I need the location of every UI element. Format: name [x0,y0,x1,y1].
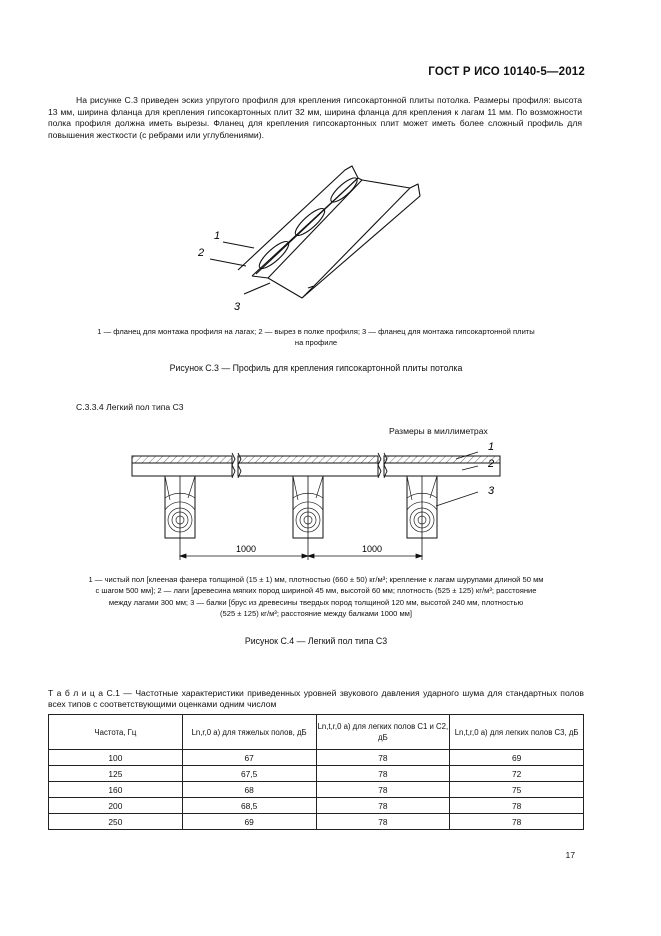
figure-c4-title: Рисунок С.4 — Легкий пол типа С3 [244,636,388,646]
table-header-row [49,715,584,750]
table-cell: 78 [450,798,584,814]
table-cell: 125 [49,766,183,782]
fig-c4-label-3: 3 [488,485,495,497]
figure-c3-legend-line1: 1 — фланец для монтажа профиля на лагах; 2 — вырез в полке профиля; 3 — фланец для монтажа гипсокартонной плиты [97,327,535,336]
figure-c4-legend [48,574,584,620]
table-cell: 67,5 [182,766,316,782]
spacing-label-1: 1000 [236,544,257,554]
figure-c3-legend [48,326,584,348]
page-number: 17 [565,850,575,860]
figure-c3-legend-line2: на профиле [294,338,338,347]
figure-c4-legend-line2: с шагом 500 мм]; 2 — лаги [древесина мягких пород шириной 45 мм, высотой 60 мм; плотность (525 ± 125) кг/м³; расстояние [95,586,537,596]
table-cell: 68,5 [182,798,316,814]
table-cell: 78 [316,814,450,830]
table-row [49,750,584,766]
table-cell: 78 [316,750,450,766]
figure-c4-floor-drawing [126,436,506,566]
document-header: ГОСТ Р ИСО 10140-5—2012 [428,66,585,78]
table-title: Т а б л и ц а С.1 — Частотные характеристики приведенных уровней звукового давления ударного шума для стандартных полов всех типов с соответствующими оценками одним числом [48,688,584,710]
fig-c4-label-1: 1 [488,441,495,453]
fig-c3-label-1: 1 [214,230,221,242]
table-cell: 69 [450,750,584,766]
fig-c3-label-2: 2 [198,247,205,259]
table-cell: 100 [49,750,183,766]
table-cell: 78 [316,766,450,782]
dimensions-note: Размеры в миллиметрах [389,426,488,436]
table-row [49,798,584,814]
header-light-floors-c1-c2: Ln,t,r,0 а) для легких полов С1 и С2, дБ [316,715,450,750]
fig-c3-label-3: 3 [234,301,241,310]
figure-c3-profile-drawing [190,160,450,310]
header-frequency: Частота, Гц [49,715,183,750]
table-cell: 67 [182,750,316,766]
table-cell: 69 [182,814,316,830]
figure-c3-title: Рисунок С.3 — Профиль для крепления гипсокартонной плиты потолка [169,363,463,373]
table-cell: 78 [316,798,450,814]
table-cell: 78 [316,782,450,798]
figure-c4-legend-line3: между лагами 300 мм; 3 — балки [брус из древесины твердых пород толщиной 120 мм, высотой 240 мм, плотностью [108,597,524,607]
header-heavy-floors: Ln,r,0 а) для тяжелых полов, дБ [182,715,316,750]
header-light-floors-c3: Ln,t,r,0 а) для легких полов С3, дБ [450,715,584,750]
spacing-label-2: 1000 [362,544,383,554]
table-row [49,814,584,830]
section-heading: С.3.3.4 Легкий пол типа С3 [76,402,184,412]
table-row [49,782,584,798]
table-row [49,766,584,782]
figure-c4-legend-line4: (525 ± 125) кг/м³; расстояние между балками 1000 мм] [219,609,413,619]
table-cell: 78 [450,814,584,830]
data-table [48,714,584,830]
figure-c4-legend-line1: 1 — чистый пол [клееная фанера толщиной (15 ± 1) мм, плотностью (660 ± 50) кг/м³; крепление к лагам шурупами длиной 50 мм [88,575,544,584]
intro-paragraph: На рисунке С.3 приведен эскиз упругого профиля для крепления гипсокартонной плиты потолка. Размеры профиля: высота 13 мм, ширина фланца для крепления гипсокартонных плит 32 мм, ширина фланца для крепления к лагам 11 мм. По возможности полка профиля должна иметь вырезы. Фланец для крепления гипсокартонных плит может иметь более сложный профиль для повышения жесткости (с ребрами или углублениями). [48,95,582,140]
table-cell: 75 [450,782,584,798]
table-cell: 160 [49,782,183,798]
fig-c4-label-2: 2 [488,458,495,470]
table-cell: 68 [182,782,316,798]
table-cell: 200 [49,798,183,814]
table-cell: 250 [49,814,183,830]
table-cell: 72 [450,766,584,782]
